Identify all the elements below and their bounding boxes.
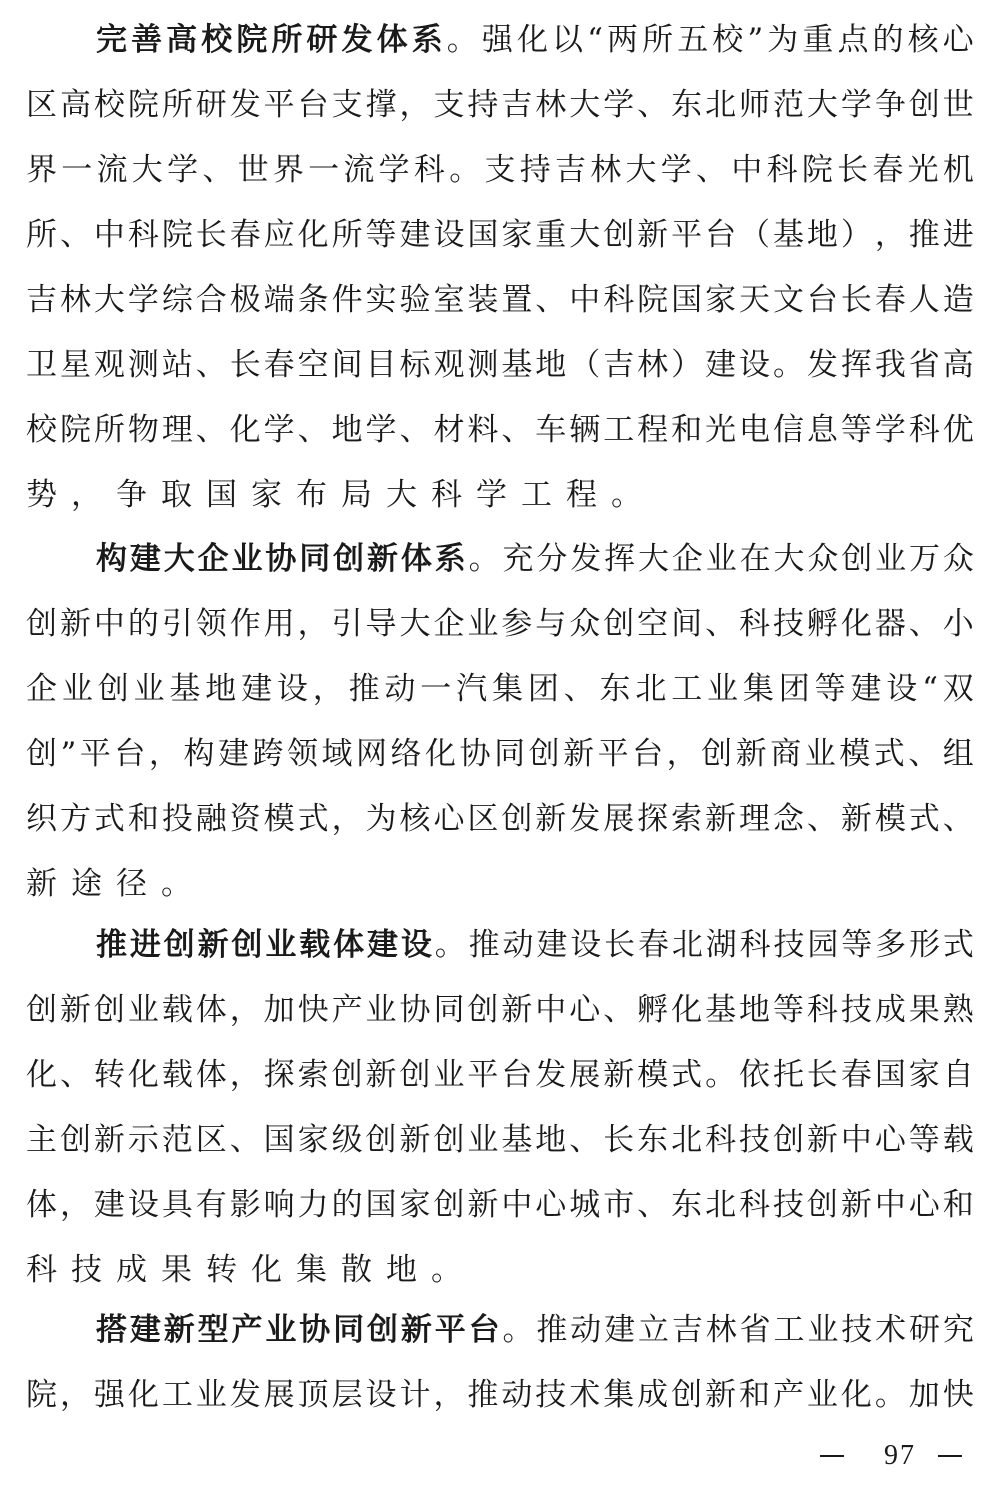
paragraph-line: 区 高 校 院 所 研 发 平 台 支 撑 ， 支 持 吉 林 大 学 、 东 北 师 范 大 学 争 创 世 [26, 87, 974, 123]
paragraph-line: 搭 建 新 型 产 业 协 同 创 新 平 台 。 推 动 建 立 吉 林 省 工 业 技 术 研 究 [96, 1312, 974, 1348]
paragraph-startup-carriers [26, 913, 974, 1303]
paragraph-line: 推 进 创 新 创 业 载 体 建 设 。 推 动 建 设 长 春 北 湖 科 技 园 等 多 形 式 [96, 927, 974, 963]
page-number-dash-right [938, 1455, 962, 1457]
paragraph-line: 吉 林 大 学 综 合 极 端 条 件 实 验 室 装 置 、 中 科 院 国 家 天 文 台 长 春 人 造 [26, 282, 974, 318]
page-number-footer [820, 1436, 970, 1476]
paragraph-line: 构 建 大 企 业 协 同 创 新 体 系 。 充 分 发 挥 大 企 业 在 大 众 创 业 万 众 [96, 541, 974, 577]
paragraph-line: 势，争取国家布局大科学工程。 [26, 477, 656, 513]
paragraph-university-research [26, 8, 974, 528]
paragraph-line: 体 ， 建 设 具 有 影 响 力 的 国 家 创 新 中 心 城 市 、 东 北 科 技 创 新 中 心 和 [26, 1187, 974, 1223]
paragraph-line: 创 ” 平 台 ， 构 建 跨 领 域 网 络 化 协 同 创 新 平 台 ， 创 新 商 业 模 式 、 组 [26, 736, 974, 772]
paragraph-line: 创 新 创 业 载 体 ， 加 快 产 业 协 同 创 新 中 心 、 孵 化 基 地 等 科 技 成 果 熟 [26, 992, 974, 1028]
paragraph-enterprise-innovation [26, 527, 974, 917]
page-number: 97 [884, 1440, 916, 1471]
paragraph-line: 新途径。 [26, 866, 206, 902]
paragraph-line: 所 、 中 科 院 长 春 应 化 所 等 建 设 国 家 重 大 创 新 平 台 （ 基 地 ） ， 推 进 [26, 217, 974, 253]
paragraph-line: 主 创 新 示 范 区 、 国 家 级 创 新 创 业 基 地 、 长 东 北 科 技 创 新 中 心 等 载 [26, 1122, 974, 1158]
paragraph-line: 校 院 所 物 理 、 化 学 、 地 学 、 材 料 、 车 辆 工 程 和 光 电 信 息 等 学 科 优 [26, 412, 974, 448]
paragraph-line: 卫 星 观 测 站 、 长 春 空 间 目 标 观 测 基 地 （ 吉 林 ） 建 设 。 发 挥 我 省 高 [26, 347, 974, 383]
paragraph-industry-platform [26, 1298, 974, 1428]
page-number-dash-left [820, 1455, 844, 1457]
paragraph-line: 企 业 创 业 基 地 建 设 ， 推 动 一 汽 集 团 、 东 北 工 业 集 团 等 建 设 “ 双 [26, 671, 974, 707]
paragraph-line: 完 善 高 校 院 所 研 发 体 系 。 强 化 以 “ 两 所 五 校 ” 为 重 点 的 核 心 [96, 22, 974, 58]
paragraph-line: 化 、 转 化 载 体 ， 探 索 创 新 创 业 平 台 发 展 新 模 式 。 依 托 长 春 国 家 自 [26, 1057, 974, 1093]
paragraph-line: 科技成果转化集散地。 [26, 1252, 476, 1288]
paragraph-line: 创 新 中 的 引 领 作 用 ， 引 导 大 企 业 参 与 众 创 空 间 、 科 技 孵 化 器 、 小 [26, 606, 974, 642]
paragraph-line: 界 一 流 大 学 、 世 界 一 流 学 科 。 支 持 吉 林 大 学 、 中 科 院 长 春 光 机 [26, 152, 974, 188]
paragraph-line: 院 ， 强 化 工 业 发 展 顶 层 设 计 ， 推 动 技 术 集 成 创 新 和 产 业 化 。 加 快 [26, 1377, 974, 1413]
paragraph-line: 织 方 式 和 投 融 资 模 式 ， 为 核 心 区 创 新 发 展 探 索 新 理 念 、 新 模 式 、 [26, 801, 974, 837]
